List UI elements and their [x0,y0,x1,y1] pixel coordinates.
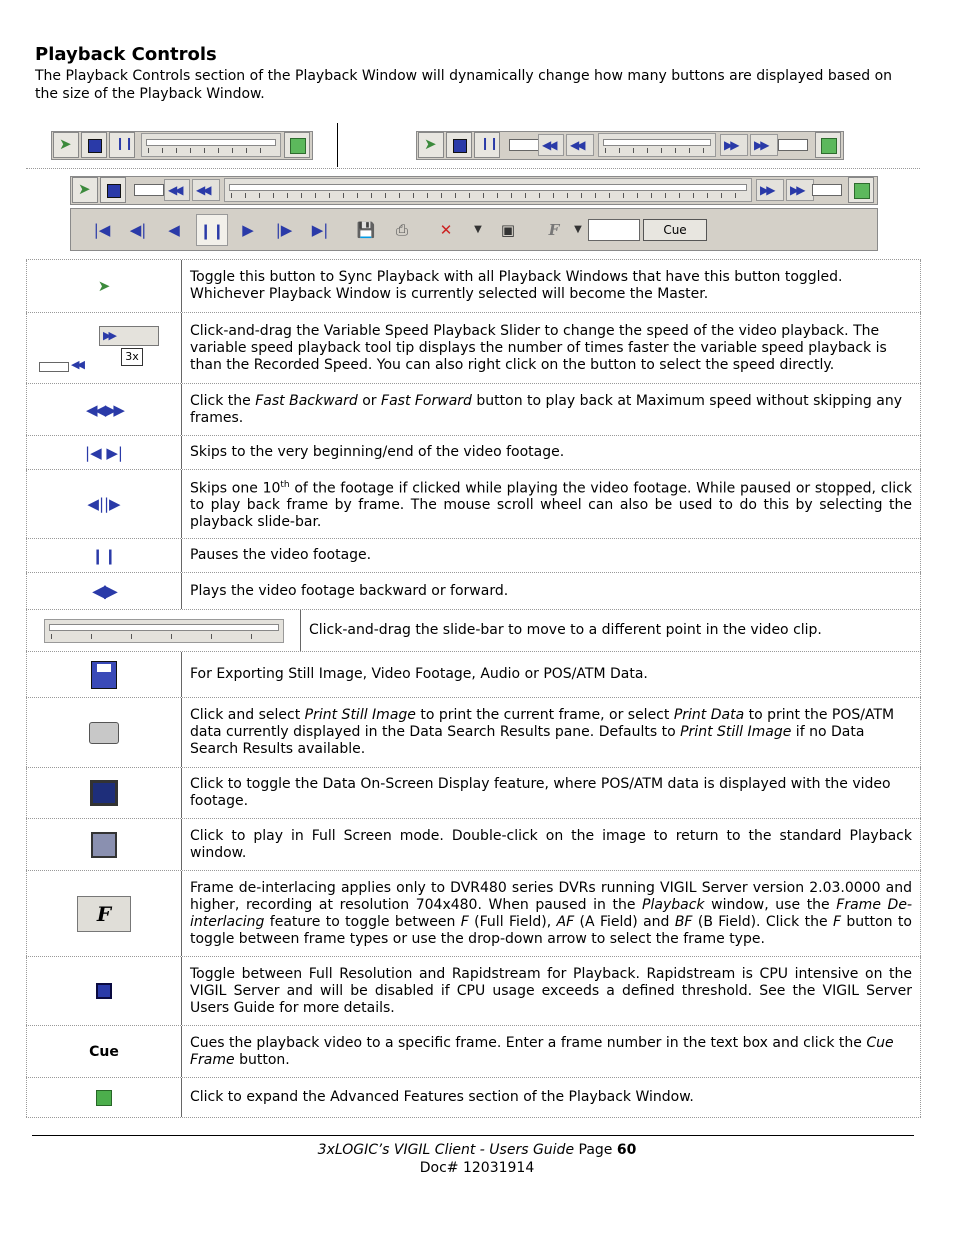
fast-forward-icon[interactable]: ▶▶ [756,179,784,201]
dropdown-arrow-icon[interactable]: ▼ [474,224,482,235]
table-row [26,819,921,871]
playback-slider[interactable] [141,133,281,157]
table-row [26,539,921,573]
slide-bar-icon [44,619,284,643]
doc-number: Doc# 12031914 [419,1160,535,1176]
cue-label: Cue [89,1043,119,1060]
fast-forward-icon[interactable]: ▶▶ [750,134,778,156]
row-description: Click to toggle the Data On-Screen Display feature, where POS/ATM data is displayed with the video footage. [182,768,921,818]
play-backward-icon[interactable]: ◀ [168,221,180,239]
step-forward-icon[interactable]: |▶ [275,221,293,239]
sync-icon[interactable] [72,177,98,203]
table-row [26,1078,921,1118]
fast-backward-forward-icon: ◀◀ ▶▶ [86,400,122,419]
pause-icon[interactable] [109,132,135,158]
playback-slider[interactable] [224,178,752,202]
table-row [26,871,921,957]
row-description: For Exporting Still Image, Video Footage, Audio or POS/ATM Data. [182,652,921,697]
table-row [26,573,921,610]
row-description: Click-and-drag the slide-bar to move to a different point in the video clip. [301,610,921,651]
osd-monitor-icon[interactable]: ✕ [439,221,453,239]
row-description: Skips one 10th of the footage if clicked while playing the video footage. While paused or stopped, click to play back frame by frame. The mouse scroll wheel can also be used to do this by selecting the playback slide-bar. [182,470,921,538]
pause-icon: ❙❙ [91,546,117,565]
fast-forward-icon[interactable]: ▶▶ [786,179,814,201]
playback-slider[interactable] [598,133,716,157]
osd-monitor-icon [90,780,118,806]
row-description: Toggle between Full Resolution and Rapidstream for Playback. Rapidstream is CPU intensive on the VIGIL Server and will be disabled if CPU usage exceeds a defined threshold. See the VIGIL Server Users Guide for more details. [182,957,921,1025]
full-screen-icon[interactable]: ▣ [500,221,516,239]
speed-box [778,139,808,151]
skip-begin-icon[interactable]: |◀ [93,221,111,239]
table-row [26,1026,921,1078]
full-screen-icon [91,832,117,858]
fast-backward-icon[interactable]: ◀◀ [192,179,220,201]
sync-icon[interactable] [53,132,79,158]
controls-table [26,259,921,1118]
table-row [26,698,921,768]
deinterlace-icon[interactable]: F [548,221,560,239]
table-row [26,384,921,436]
row-description: Pauses the video footage. [182,539,921,572]
fast-backward-icon[interactable]: ◀◀ [538,134,564,156]
fast-backward-icon[interactable]: ◀◀ [164,179,190,201]
speed-tooltip: 3x [121,348,143,366]
expand-icon[interactable] [284,132,310,158]
speed-box [812,184,842,196]
sync-icon[interactable] [418,132,444,158]
save-icon[interactable]: 💾 [356,221,376,239]
cue-button[interactable]: Cue [643,219,707,241]
page-number: 60 [616,1142,637,1158]
sync-icon: ➤ [97,277,111,295]
table-row [26,436,921,470]
expand-icon[interactable] [815,132,841,158]
skip-begin-end-icon: |◀ ▶| [85,443,123,462]
table-row [26,313,921,384]
expand-icon [96,1090,112,1106]
table-row [26,652,921,698]
rapidstream-icon [96,983,112,999]
speed-box [509,139,539,151]
row-description: Click to expand the Advanced Features section of the Playback Window. [182,1078,921,1117]
row-description: Cues the playback video to a specific frame. Enter a frame number in the text box and click the Cue Frame button. [182,1026,921,1077]
table-row [26,470,921,539]
dropdown-arrow-icon[interactable]: ▼ [574,224,582,235]
divider [337,123,338,167]
footer-divider [32,1135,914,1136]
footer-page-word: Page [574,1142,617,1158]
pause-icon[interactable]: ❙❙ [196,214,228,246]
printer-icon [89,722,119,744]
table-row [26,260,921,313]
row-description: Skips to the very beginning/end of the video footage. [182,436,921,469]
intro-paragraph: The Playback Controls section of the Playback Window will dynamically change how many buttons are displayed based on the size of the Playback Window. [35,68,893,102]
rapidstream-icon[interactable] [81,132,107,158]
dotted-divider [26,168,920,169]
page-title: Playback Controls [35,44,217,65]
fast-backward-icon[interactable]: ◀◀ [566,134,594,156]
table-row [26,610,921,652]
row-description: Frame de-interlacing applies only to DVR480 series DVRs running VIGIL Server version 2.03.0000 and higher, recording at resolution 704x480. When paused in the Playback window, use the Frame De-interlacing feature to toggle between F (Full Field), AF (A Field) and BF (B Field). Click the F button to toggle between frame types or use the drop-down arrow to select the frame type. [182,871,921,956]
speed-box [134,184,164,196]
rapidstream-icon[interactable] [100,177,126,203]
expand-icon[interactable] [848,177,874,203]
row-description: Toggle this button to Sync Playback with all Playback Windows that have this button toggled. Whichever Playback Window is currently selected will become the Master. [182,260,921,312]
skip-end-icon[interactable]: ▶| [311,221,329,239]
row-description: Plays the video footage backward or forward. [182,573,921,609]
play-forward-icon[interactable]: ▶ [242,221,254,239]
row-description: Click to play in Full Screen mode. Double-click on the image to return to the standard Playback window. [182,819,921,870]
pause-icon[interactable] [474,132,500,158]
table-row [26,768,921,819]
play-backward-forward-icon: ◀▶ [92,580,116,602]
deinterlace-icon: F [77,896,131,932]
footer-title: 3xLOGIC’s VIGIL Client - Users Guide [317,1142,575,1158]
row-description: Click-and-drag the Variable Speed Playback Slider to change the speed of the video playback. The variable speed playback tool tip displays the number of times faster the variable speed playback is than the Recorded Speed. You can also right click on the button to select the speed directly. [182,313,921,383]
page-footer [0,1141,954,1177]
row-description: Click and select Print Still Image to print the current frame, or select Print Data to print the POS/ATM data currently displayed in the Data Search Results pane. Defaults to Print Still Image if no Data Search Results available. [182,698,921,767]
step-back-icon[interactable]: ◀| [129,221,147,239]
step-frame-icon: ◀||▶ [87,495,121,513]
printer-icon[interactable]: ⎙ [395,221,408,239]
rapidstream-icon[interactable] [446,132,472,158]
variable-speed-slider-icon: ▶▶ 3x ◀◀ [39,318,169,378]
fast-forward-icon[interactable]: ▶▶ [720,134,748,156]
save-icon [91,661,117,689]
cue-frame-input[interactable] [588,219,640,241]
row-description: Click the Fast Backward or Fast Forward button to play back at Maximum speed without skipping any frames. [182,384,921,435]
table-row [26,957,921,1026]
